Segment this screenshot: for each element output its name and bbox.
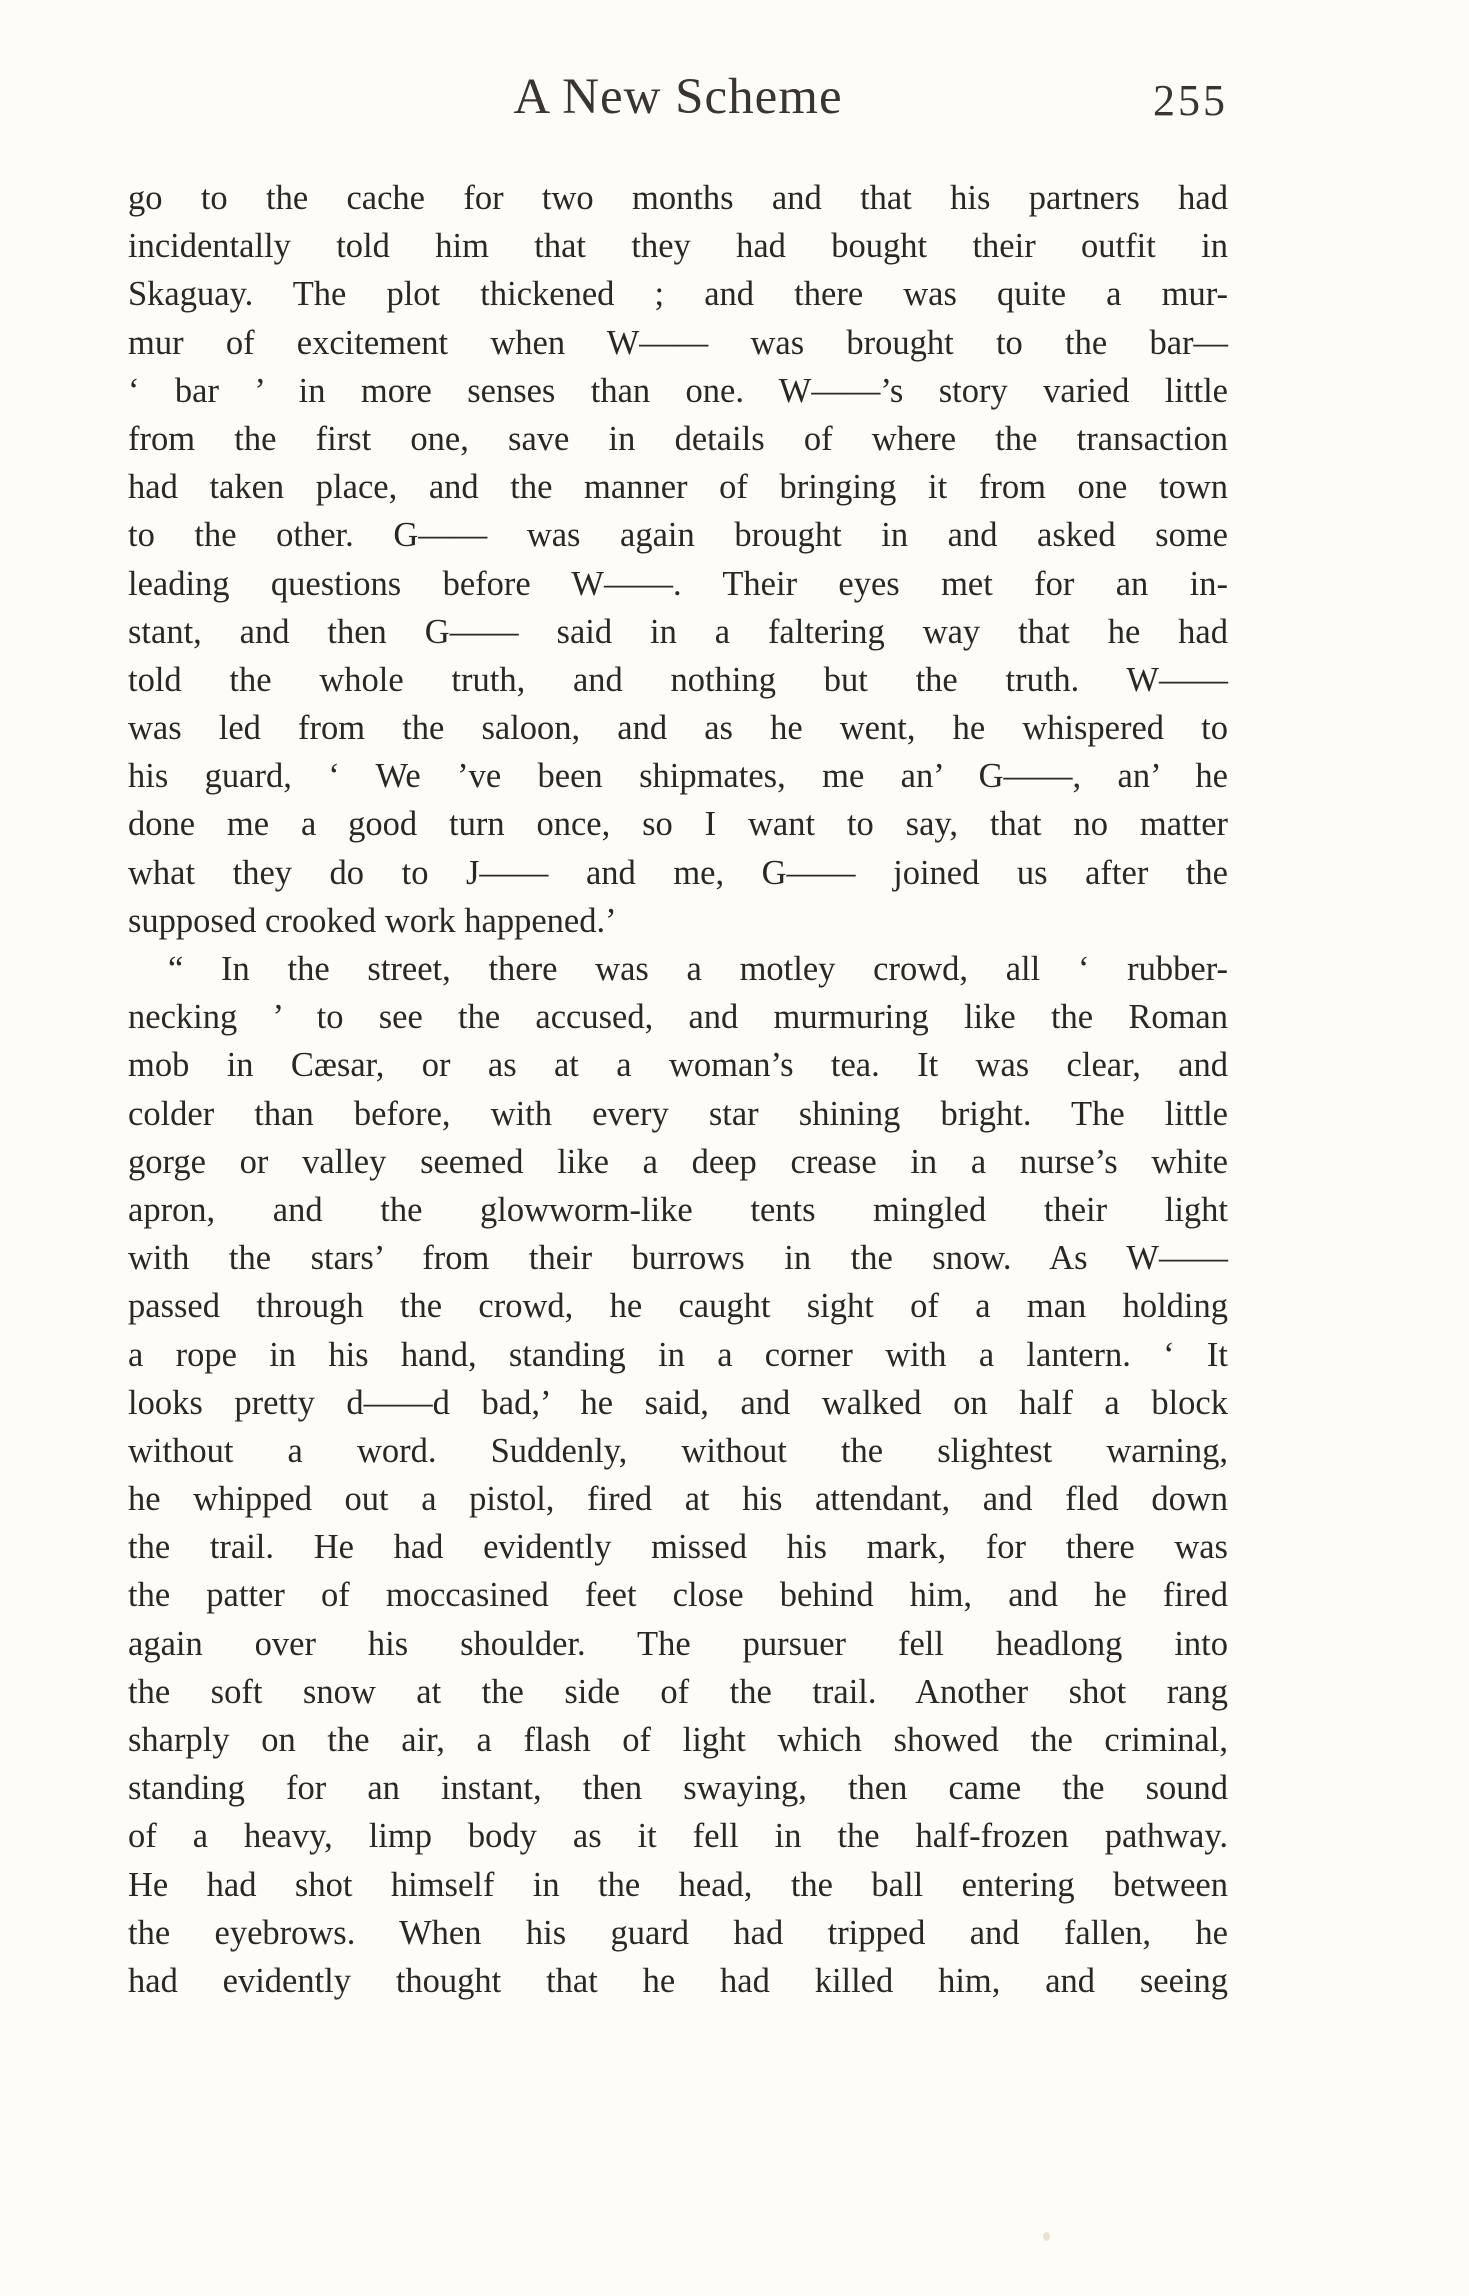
text-line: done me a good turn once, so I want to say, that no matter xyxy=(128,805,1228,844)
text-line: leading questions before W——. Their eyes met for an in- xyxy=(128,564,1228,603)
running-title: A New Scheme xyxy=(513,69,843,125)
text-line: the trail. He had evidently missed his mark, for there was xyxy=(128,1528,1228,1567)
paper-speck xyxy=(1043,2232,1050,2241)
page-header xyxy=(128,62,1228,132)
text-line: necking ’ to see the accused, and murmuring like the Roman xyxy=(128,998,1228,1037)
text-line: gorge or valley seemed like a deep crease in a nurse’s white xyxy=(128,1142,1228,1181)
text-line-paragraph-end: supposed crooked work happened.’ xyxy=(128,901,617,940)
text-line: the soft snow at the side of the trail. Another shot rang xyxy=(128,1672,1228,1711)
text-line: was led from the saloon, and as he went, he whispered to xyxy=(128,709,1228,748)
page-number: 255 xyxy=(1153,76,1228,125)
text-line: sharply on the air, a flash of light which showed the criminal, xyxy=(128,1721,1228,1759)
text-line: colder than before, with every star shining bright. The little xyxy=(128,1094,1228,1133)
text-line: go to the cache for two months and that his partners had xyxy=(128,179,1228,217)
text-line: he whipped out a pistol, fired at his attendant, and fled down xyxy=(128,1480,1228,1519)
text-line: passed through the crowd, he caught sight of a man holding xyxy=(128,1287,1228,1326)
text-line: of a heavy, limp body as it fell in the half-frozen pathway. xyxy=(128,1817,1228,1856)
text-line: what they do to J—— and me, G—— joined us after the xyxy=(128,853,1228,892)
text-line: his guard, ‘ We ’ve been shipmates, me an’ G——, an’ he xyxy=(128,757,1228,796)
text-line: with the stars’ from their burrows in the snow. As W—— xyxy=(128,1239,1228,1278)
text-line: without a word. Suddenly, without the slightest warning, xyxy=(128,1431,1228,1470)
text-line: had evidently thought that he had killed him, and seeing xyxy=(128,1961,1228,2000)
body-text xyxy=(128,174,1228,2005)
text-line-paragraph-start: “ In the street, there was a motley crowd, all ‘ rubber- xyxy=(168,950,1228,988)
text-line: mur of excitement when W—— was brought to the bar— xyxy=(128,323,1228,362)
text-line: again over his shoulder. The pursuer fell headlong into xyxy=(128,1624,1228,1663)
text-line: to the other. G—— was again brought in and asked some xyxy=(128,516,1228,555)
text-line: told the whole truth, and nothing but the truth. W—— xyxy=(128,660,1228,699)
text-line: apron, and the glowworm-like tents mingled their light xyxy=(128,1190,1228,1229)
text-line: the eyebrows. When his guard had tripped and fallen, he xyxy=(128,1913,1228,1952)
text-line: He had shot himself in the head, the ball entering between xyxy=(128,1865,1228,1904)
text-line: standing for an instant, then swaying, then came the sound xyxy=(128,1769,1228,1808)
text-line: mob in Cæsar, or as at a woman’s tea. It was clear, and xyxy=(128,1046,1228,1085)
text-line: from the first one, save in details of where the transaction xyxy=(128,419,1228,458)
text-line: looks pretty d——d bad,’ he said, and walked on half a block xyxy=(128,1383,1228,1422)
text-line: ‘ bar ’ in more senses than one. W——’s story varied little xyxy=(128,371,1228,410)
text-line: had taken place, and the manner of bringing it from one town xyxy=(128,468,1228,507)
text-line: a rope in his hand, standing in a corner with a lantern. ‘ It xyxy=(128,1335,1228,1374)
text-line: Skaguay. The plot thickened ; and there was quite a mur- xyxy=(128,275,1228,314)
text-line: stant, and then G—— said in a faltering way that he had xyxy=(128,612,1228,651)
text-line: the patter of moccasined feet close behind him, and he fired xyxy=(128,1576,1228,1615)
text-line: incidentally told him that they had bought their outfit in xyxy=(128,227,1228,266)
